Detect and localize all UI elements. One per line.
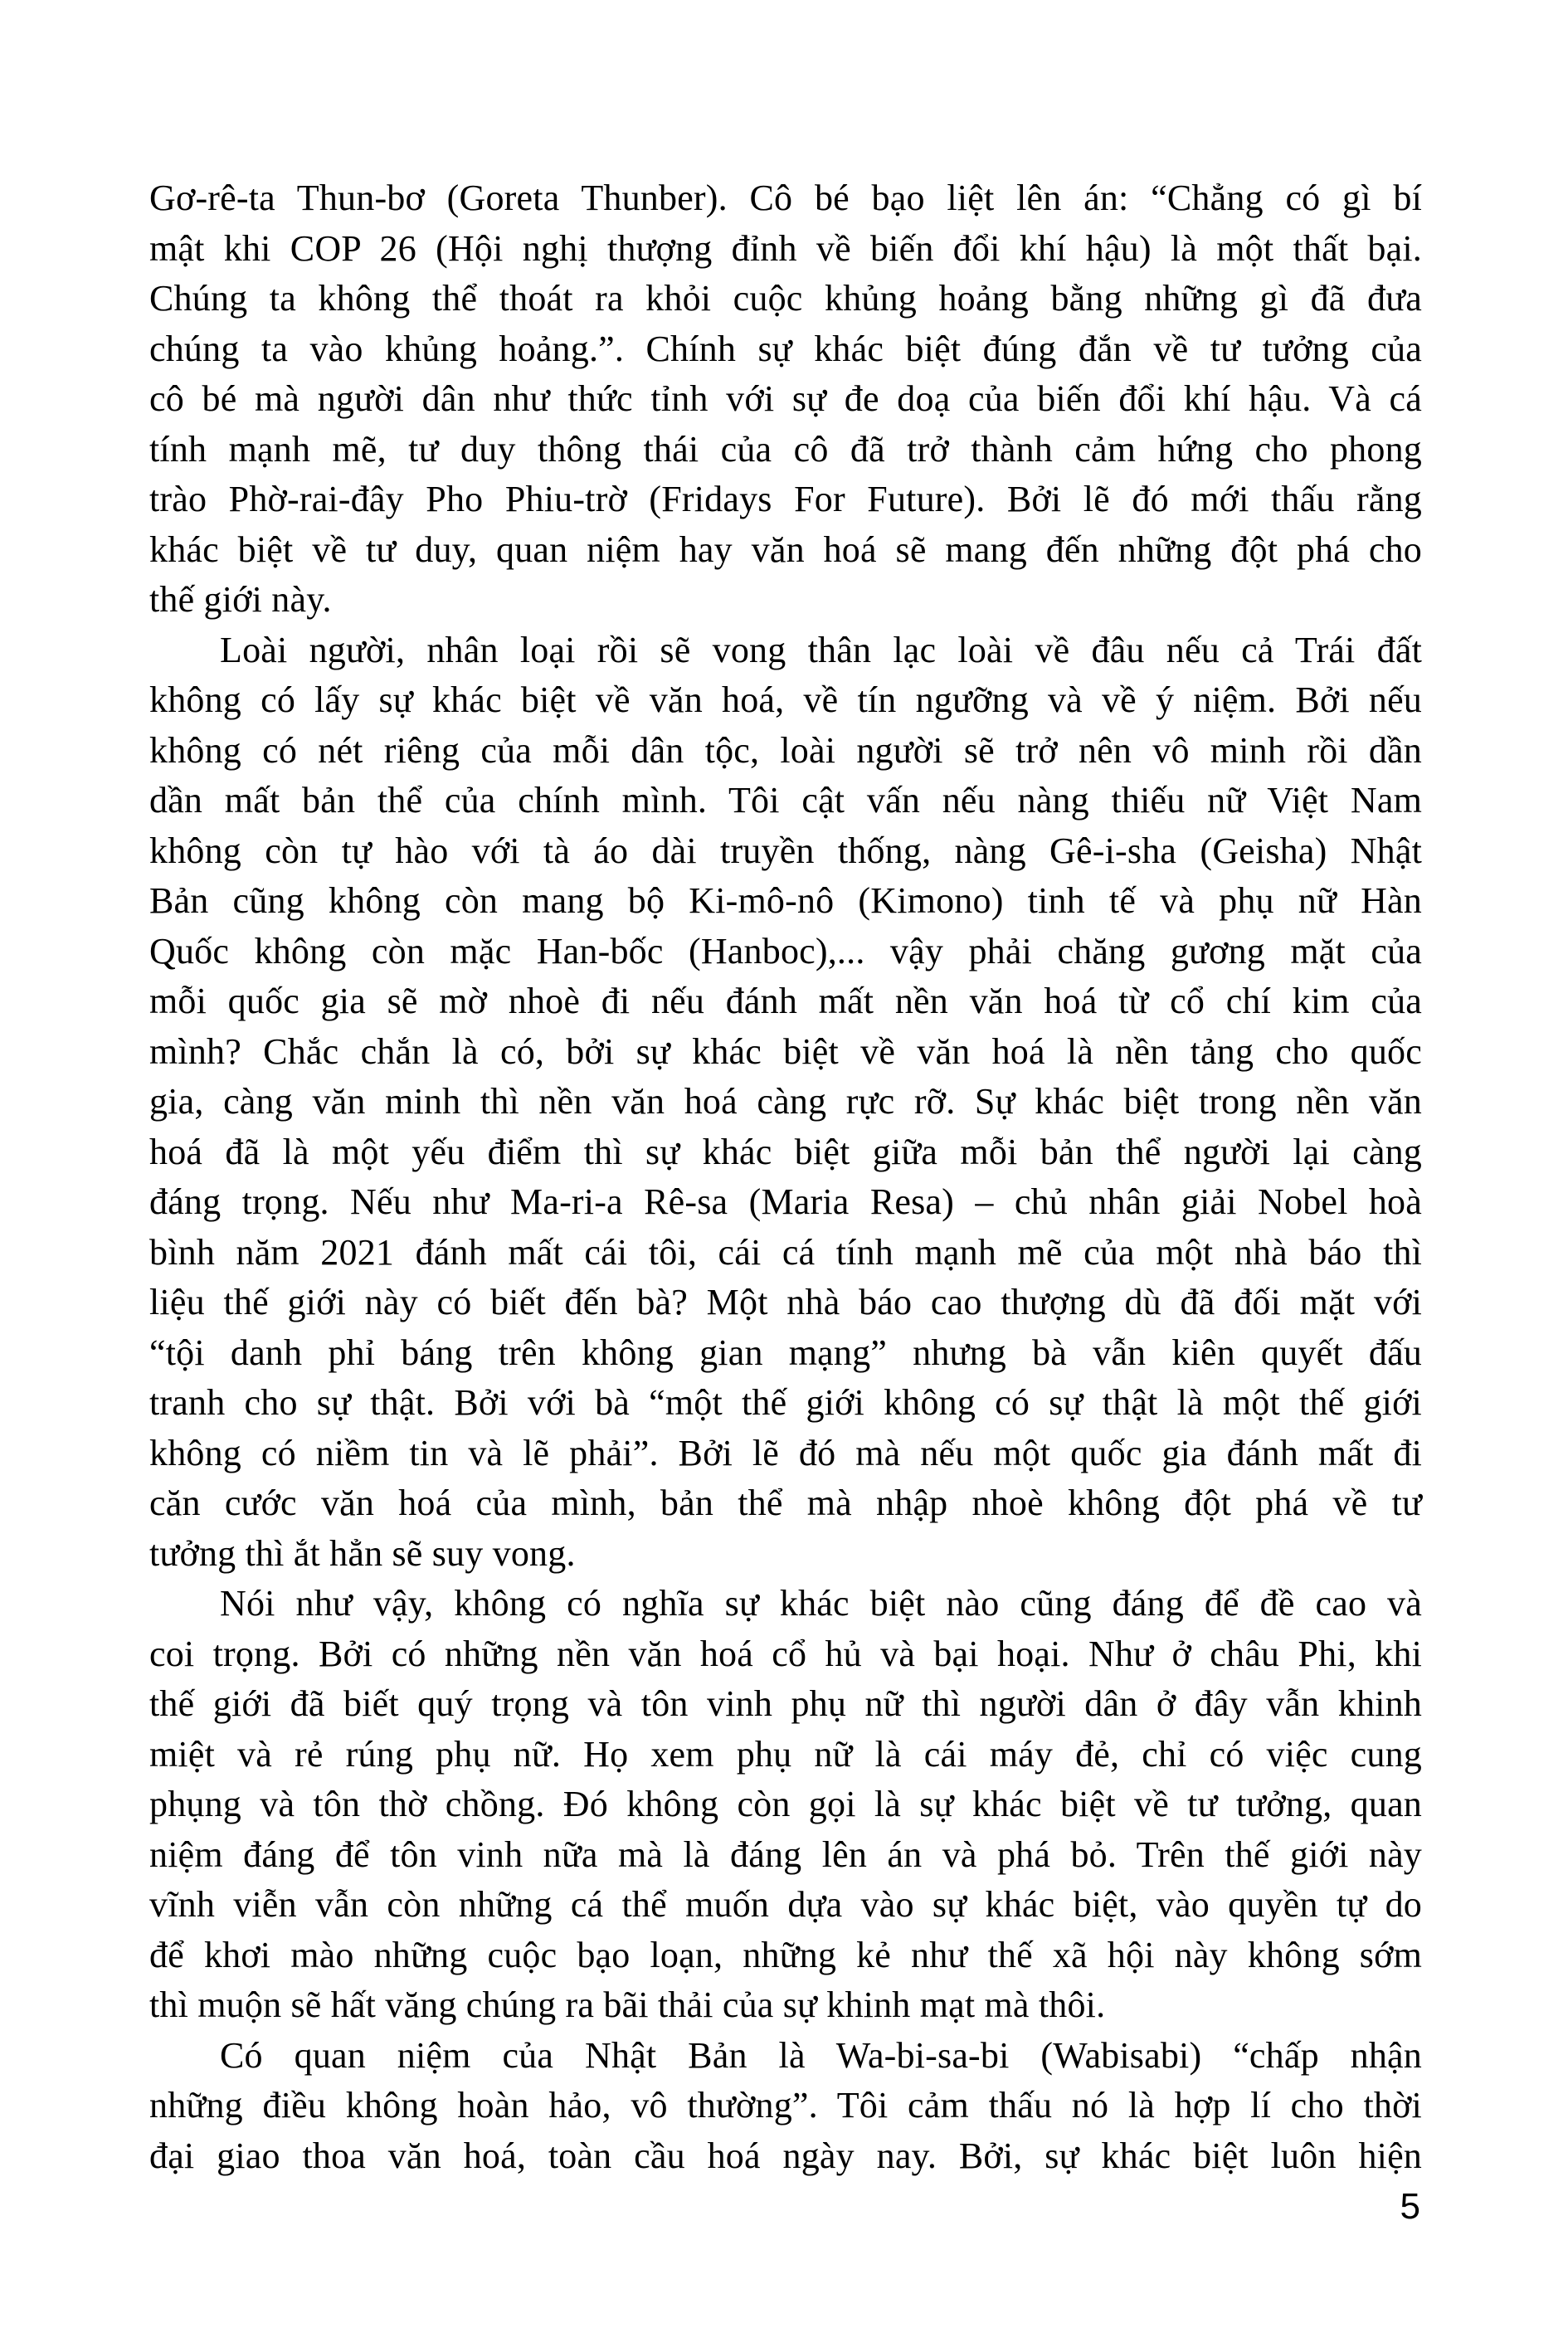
text-line: “tội danh phỉ báng trên không gian mạng” nhưng bà vẫn kiên quyết đấu — [149, 1332, 1422, 1373]
text-line: Chúng ta không thể thoát ra khỏi cuộc khủng hoảng bằng những gì đã đưa — [149, 278, 1422, 319]
text-line: phụng và tôn thờ chồng. Đó không còn gọi là sự khác biệt về tư tưởng, quan — [149, 1784, 1422, 1824]
text-line: chúng ta vào khủng hoảng.”. Chính sự khác biệt đúng đắn về tư tưởng của — [149, 328, 1422, 369]
text-line: liệu thế giới này có biết đến bà? Một nhà báo cao thượng dù đã đối mặt với — [149, 1282, 1422, 1322]
text-line: hoá đã là một yếu điểm thì sự khác biệt giữa mỗi bản thể người lại càng — [149, 1131, 1422, 1172]
text-line: dần mất bản thể của chính mình. Tôi cật vấn nếu nàng thiếu nữ Việt Nam — [149, 780, 1422, 821]
text-line: gia, càng văn minh thì nền văn hoá càng rực rỡ. Sự khác biệt trong nền văn — [149, 1081, 1422, 1122]
text-line: Có quan niệm của Nhật Bản là Wa-bi-sa-bi (Wabisabi) “chấp nhận — [220, 2034, 1422, 2076]
page-number: 5 — [1400, 2186, 1420, 2227]
text-line: khác biệt về tư duy, quan niệm hay văn hoá sẽ mang đến những đột phá cho — [149, 528, 1422, 570]
text-line: thế giới đã biết quý trọng và tôn vinh phụ nữ thì người dân ở đây vẫn khinh — [149, 1683, 1422, 1724]
text-line: niệm đáng để tôn vinh nữa mà là đáng lên án và phá bỏ. Trên thế giới này — [149, 1833, 1422, 1875]
text-line: Bản cũng không còn mang bộ Ki-mô-nô (Kimono) tinh tế và phụ nữ Hàn — [149, 880, 1422, 921]
text-line: mật khi COP 26 (Hội nghị thượng đỉnh về biến đổi khí hậu) là một thất bại. — [149, 227, 1422, 269]
text-line: trào Phờ-rai-đây Pho Phiu-trờ (Fridays For Future). Bởi lẽ đó mới thấu rằng — [149, 479, 1422, 519]
text-line: mình? Chắc chắn là có, bởi sự khác biệt về văn hoá là nền tảng cho quốc — [149, 1030, 1422, 1072]
text-line: miệt và rẻ rúng phụ nữ. Họ xem phụ nữ là cái máy đẻ, chỉ có việc cung — [149, 1733, 1422, 1775]
text-line: Loài người, nhân loại rồi sẽ vong thân lạc loài về đâu nếu cả Trái đất — [220, 629, 1422, 670]
text-line: coi trọng. Bởi có những nền văn hoá cổ hủ và bại hoại. Như ở châu Phi, khi — [149, 1633, 1422, 1674]
text-line: Nói như vậy, không có nghĩa sự khác biệt nào cũng đáng để đề cao và — [220, 1583, 1422, 1624]
text-line: cô bé mà người dân như thức tỉnh với sự đe doạ của biến đổi khí hậu. Và cá — [149, 378, 1422, 419]
text-line: Quốc không còn mặc Han-bốc (Hanboc),... vậy phải chăng gương mặt của — [149, 930, 1422, 971]
text-line: không có nét riêng của mỗi dân tộc, loài người sẽ trở nên vô minh rồi dần — [149, 729, 1422, 771]
text-line: bình năm 2021 đánh mất cái tôi, cái cá tính mạnh mẽ của một nhà báo thì — [149, 1231, 1422, 1273]
text-line: vĩnh viễn vẫn còn những cá thể muốn dựa vào sự khác biệt, vào quyền tự do — [149, 1884, 1422, 1925]
text-line: thế giới này. — [149, 579, 332, 620]
text-line: những điều không hoàn hảo, vô thường”. Tôi cảm thấu nó là hợp lí cho thời — [149, 2085, 1422, 2126]
text-line: đáng trọng. Nếu như Ma-ri-a Rê-sa (Maria Resa) – chủ nhân giải Nobel hoà — [149, 1181, 1422, 1222]
text-line: tưởng thì ắt hẳn sẽ suy vong. — [149, 1532, 576, 1574]
text-line: không có lấy sự khác biệt về văn hoá, về tín ngưỡng và về ý niệm. Bởi nếu — [149, 679, 1422, 720]
text-line: Gơ-rê-ta Thun-bơ (Goreta Thunber). Cô bé bạo liệt lên án: “Chẳng có gì bí — [149, 178, 1422, 218]
text-line: căn cước văn hoá của mình, bản thể mà nhập nhoè không đột phá về tư — [149, 1483, 1422, 1523]
text-line: đại giao thoa văn hoá, toàn cầu hoá ngày nay. Bởi, sự khác biệt luôn hiện — [149, 2135, 1422, 2176]
text-line: không có niềm tin và lẽ phải”. Bởi lẽ đó mà nếu một quốc gia đánh mất đi — [149, 1432, 1422, 1473]
text-line: để khơi mào những cuộc bạo loạn, những kẻ như thế xã hội này không sớm — [149, 1934, 1422, 1975]
text-line: tranh cho sự thật. Bởi với bà “một thế giới không có sự thật là một thế giới — [149, 1382, 1422, 1423]
text-line: thì muộn sẽ hất văng chúng ra bãi thải của sự khinh mạt mà thôi. — [149, 1984, 1106, 2025]
body-text — [149, 173, 1422, 2181]
text-line: không còn tự hào với tà áo dài truyền thống, nàng Gê-i-sha (Geisha) Nhật — [149, 830, 1422, 871]
text-line: tính mạnh mẽ, tư duy thông thái của cô đã trở thành cảm hứng cho phong — [149, 428, 1422, 470]
text-line: mỗi quốc gia sẽ mờ nhoè đi nếu đánh mất nền văn hoá từ cổ chí kim của — [149, 981, 1422, 1021]
